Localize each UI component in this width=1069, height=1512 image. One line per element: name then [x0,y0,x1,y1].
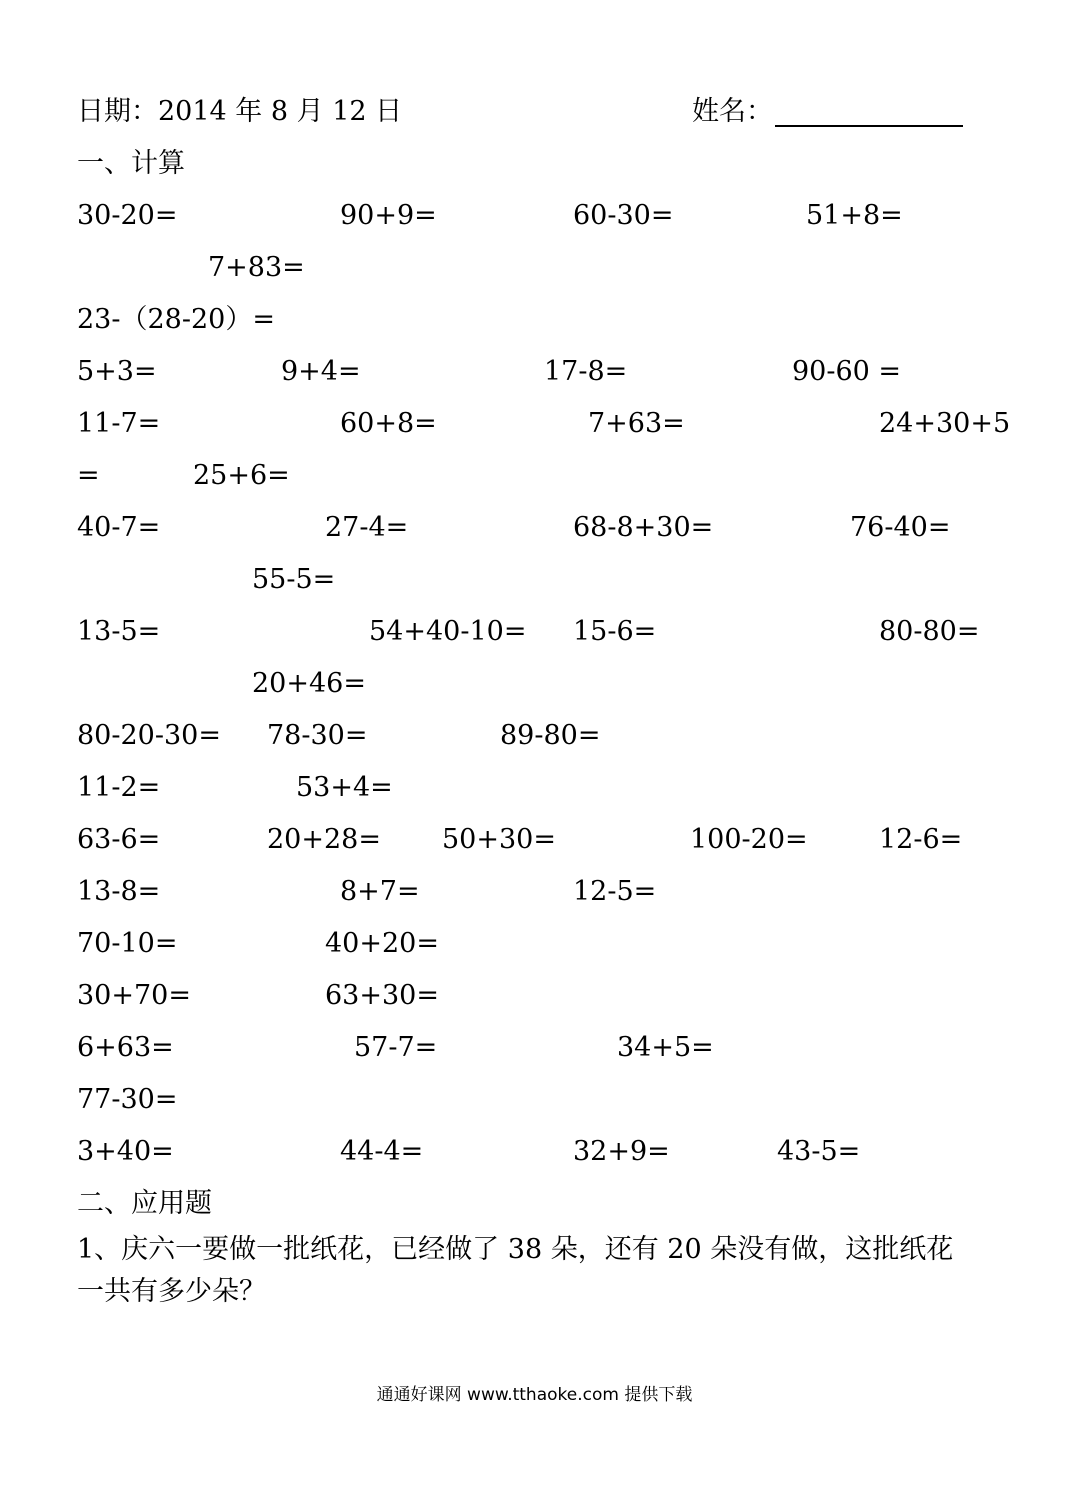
problem: 63+30= [325,980,439,1011]
problem: 20+46= [252,668,366,699]
problem: 89-80= [500,720,601,751]
problem: 77-30= [77,1084,178,1115]
problem: 24+30+5 [879,408,1011,439]
word-problem-1-line-1: 1、庆六一要做一批纸花，已经做了 38 朵，还有 20 朵没有做，这批纸花 [77,1234,954,1265]
problem: 54+40-10= [369,616,527,647]
problem: 53+4= [296,772,393,803]
problem: 11-7= [77,408,161,439]
problem: 11-2= [77,772,161,803]
problem: 76-40= [850,512,951,543]
problem: 40-7= [77,512,161,543]
problem: 6+63= [77,1032,174,1063]
problem: 50+30= [442,824,556,855]
problem: 12-5= [573,876,657,907]
problem: 100-20= [690,824,808,855]
word-problem-1-line-2: 一共有多少朵？ [77,1276,266,1307]
problem: 32+9= [573,1136,670,1167]
problem: 40+20= [325,928,439,959]
problem: 70-10= [77,928,178,959]
name-blank-line [775,125,963,127]
problem: 7+83= [208,252,305,283]
problem: 63-6= [77,824,161,855]
problem: 7+63= [588,408,685,439]
problem: 80-80= [879,616,980,647]
problem: 90+9= [340,200,437,231]
problem: 8+7= [340,876,420,907]
problem: 51+8= [806,200,903,231]
problem: 20+28= [267,824,381,855]
problem: 23-（28-20）= [77,304,275,335]
footer-credit: 通通好课网 www.tthaoke.com 提供下载 [376,1385,693,1405]
problem: 57-7= [354,1032,438,1063]
problem: 13-5= [77,616,161,647]
date-label: 日期：2014 年 8 月 12 日 [77,96,403,127]
problem: 78-30= [267,720,368,751]
problem: 5+3= [77,356,157,387]
problem: 12-6= [879,824,963,855]
name-label: 姓名： [692,96,773,127]
problem: 3+40= [77,1136,174,1167]
problem: 25+6= [193,460,290,491]
problem: 27-4= [325,512,409,543]
problem: 80-20-30= [77,720,221,751]
problem: 13-8= [77,876,161,907]
problem: 15-6= [573,616,657,647]
section-2-title: 二、应用题 [77,1188,212,1219]
problem: 17-8= [544,356,628,387]
problem: 43-5= [777,1136,861,1167]
problem: 60-30= [573,200,674,231]
problem: 9+4= [281,356,361,387]
problem: 68-8+30= [573,512,714,543]
section-1-title: 一、计算 [77,148,185,179]
problem: 30+70= [77,980,191,1011]
problem: 60+8= [340,408,437,439]
problem: 55-5= [252,564,336,595]
problem: 90-60 = [792,356,902,387]
problem: 30-20= [77,200,178,231]
problem: = [77,460,100,491]
problem: 44-4= [340,1136,424,1167]
problem: 34+5= [617,1032,714,1063]
